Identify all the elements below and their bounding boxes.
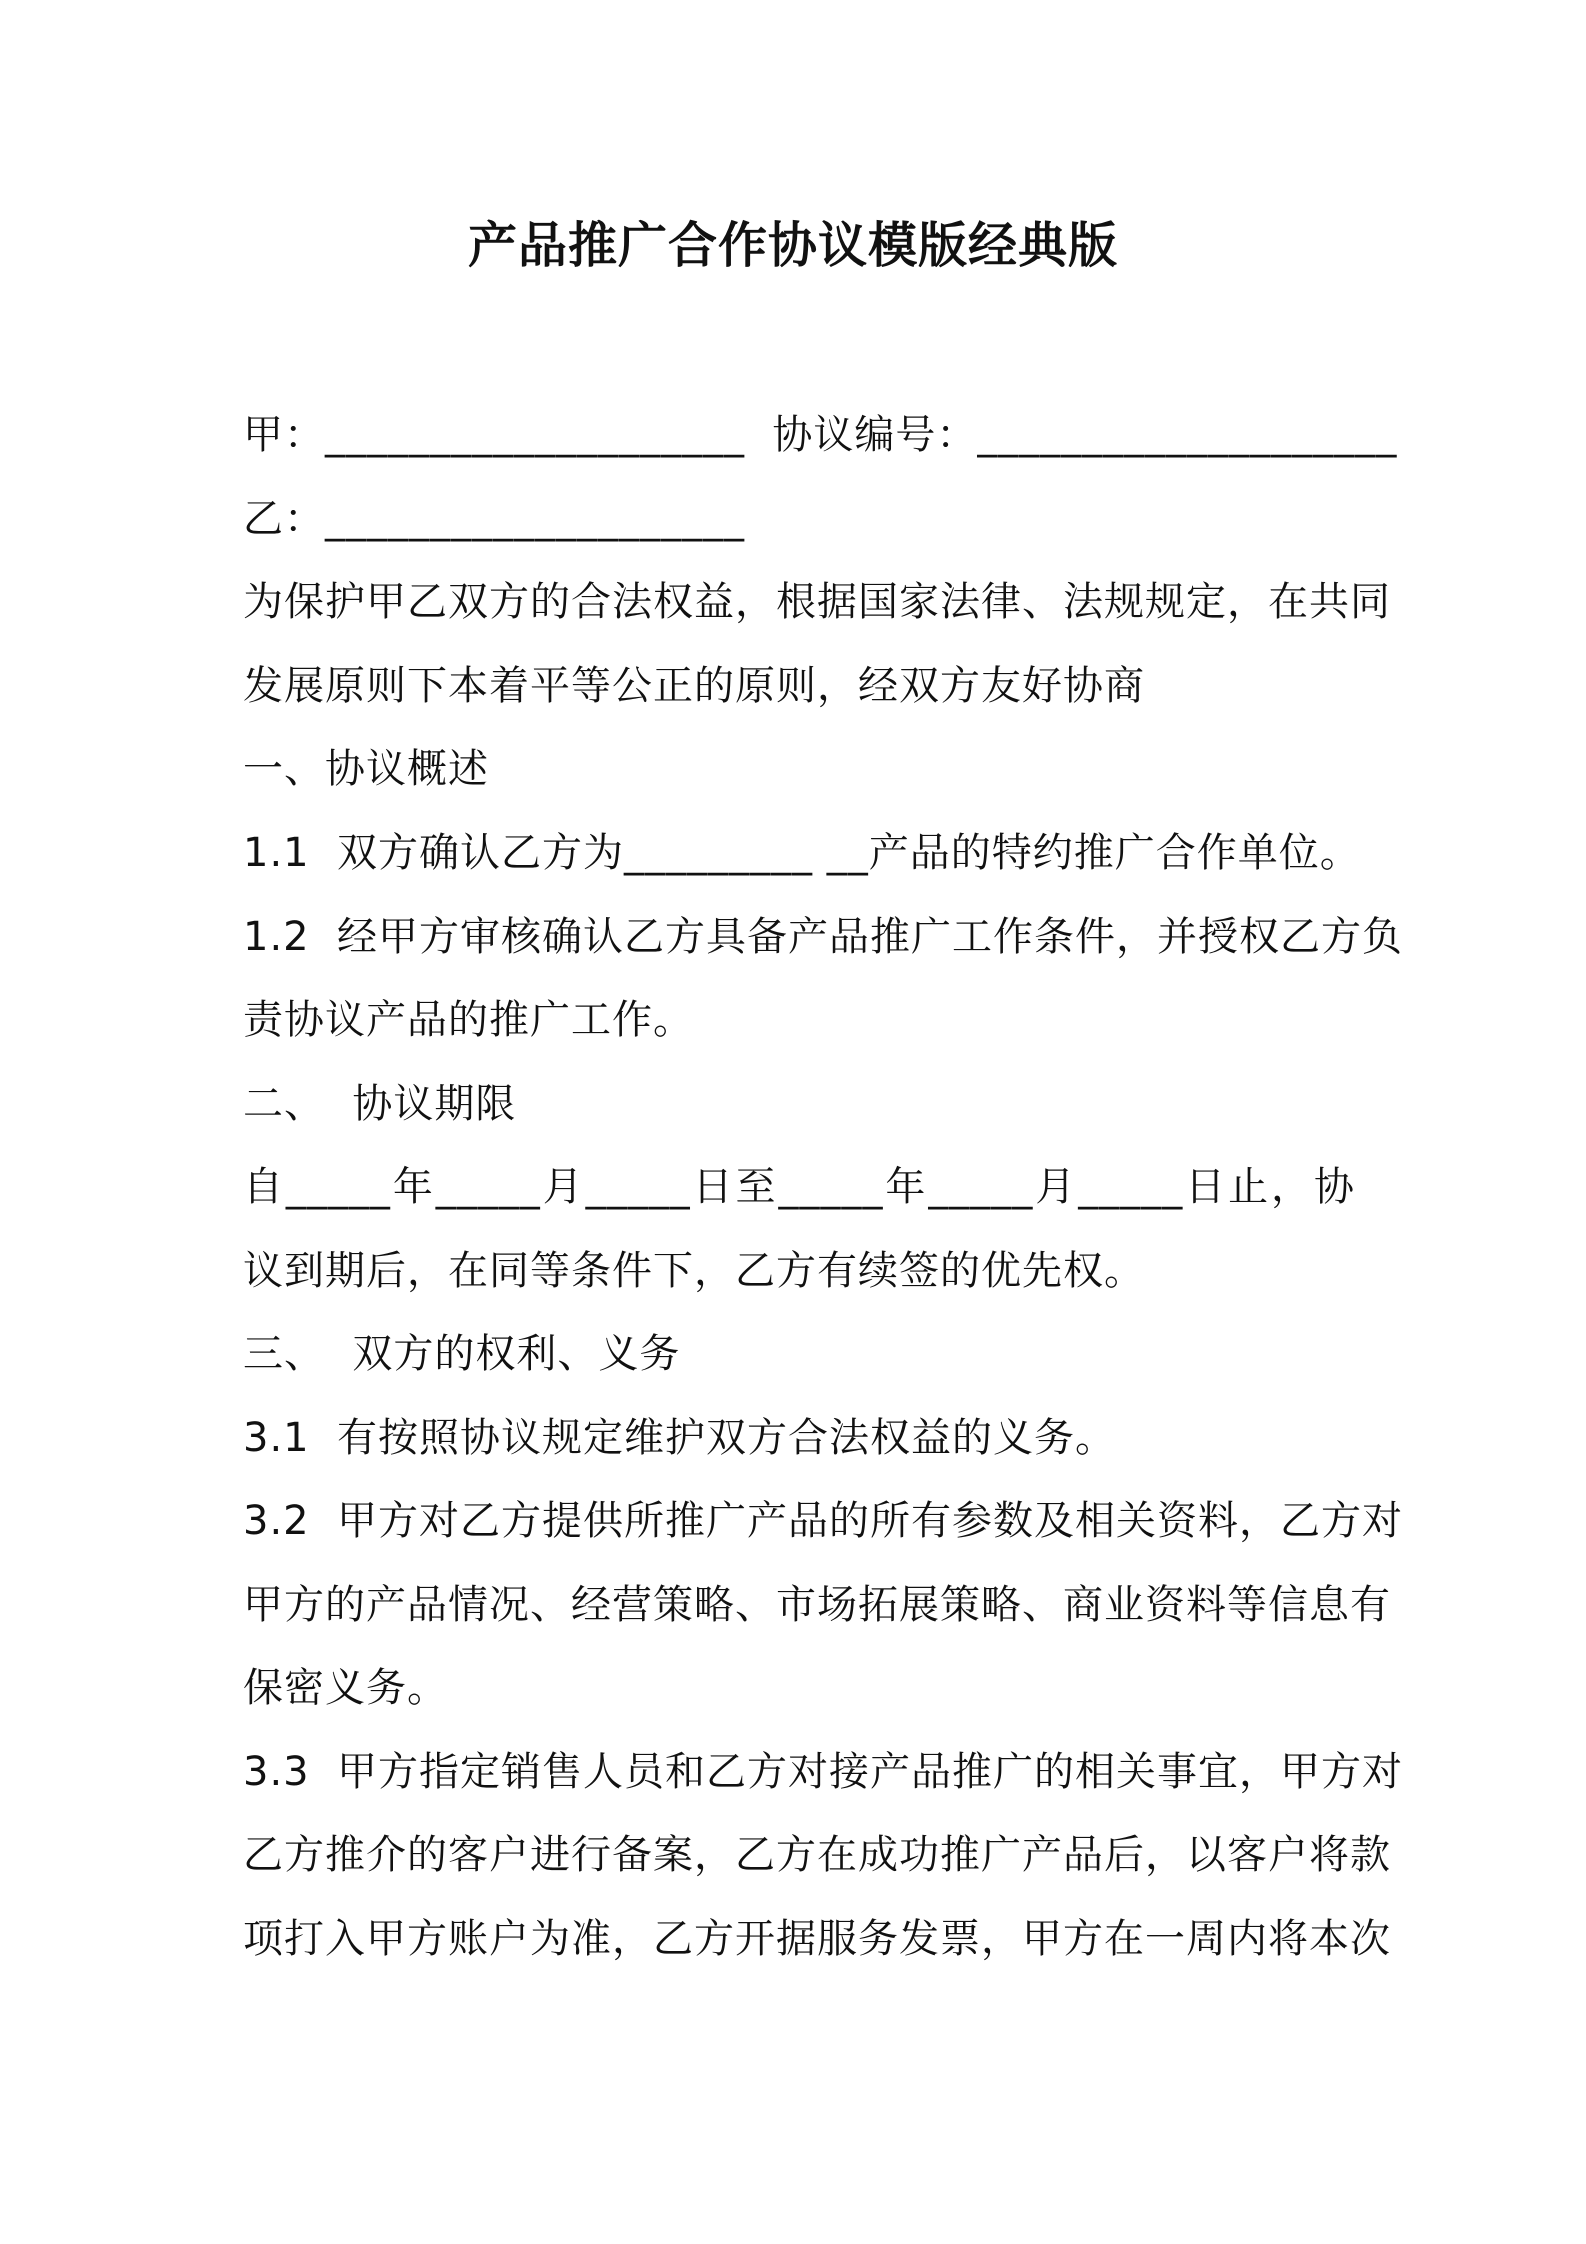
- clause-3-3-line-1: 3.3 甲方指定销售人员和乙方对接产品推广的相关事宜，甲方对: [243, 1749, 1404, 1795]
- party-a-and-agreement-number-line: 甲：____________________ 协议编号：____________________: [243, 412, 1398, 458]
- clause-1-1: 1.1 双方确认乙方为_________ __产品的特约推广合作单位。: [243, 830, 1361, 876]
- term-line-1: 自_____年_____月_____日至_____年_____月_____日止，协: [243, 1164, 1355, 1210]
- clause-3-2-line-1: 3.2 甲方对乙方提供所推广产品的所有参数及相关资料，乙方对: [243, 1498, 1404, 1544]
- clause-3-2-line-3: 保密义务。: [243, 1665, 448, 1711]
- term-line-2: 议到期后，在同等条件下，乙方有续签的优先权。: [243, 1248, 1145, 1294]
- clause-3-3-line-3: 项打入甲方账户为准，乙方开据服务发票，甲方在一周内将本次: [243, 1916, 1391, 1962]
- document-title: 产品推广合作协议模版经典版: [467, 217, 1118, 274]
- clause-1-2-line-2: 责协议产品的推广工作。: [243, 997, 694, 1043]
- section-1-heading: 一、协议概述: [243, 746, 489, 792]
- preamble-line-1: 为保护甲乙双方的合法权益，根据国家法律、法规规定，在共同: [243, 579, 1391, 625]
- clause-3-2-line-2: 甲方的产品情况、经营策略、市场拓展策略、商业资料等信息有: [243, 1582, 1391, 1628]
- clause-3-1: 3.1 有按照协议规定维护双方合法权益的义务。: [243, 1415, 1117, 1461]
- party-b-line: 乙：____________________: [243, 496, 745, 542]
- section-3-heading: 三、 双方的权利、义务: [243, 1331, 681, 1377]
- clause-1-2-line-1: 1.2 经甲方审核确认乙方具备产品推广工作条件，并授权乙方负: [243, 914, 1404, 960]
- clause-3-3-line-2: 乙方推介的客户进行备案，乙方在成功推广产品后，以客户将款: [243, 1832, 1391, 1878]
- preamble-line-2: 发展原则下本着平等公正的原则，经双方友好协商: [243, 663, 1145, 709]
- section-2-heading: 二、 协议期限: [243, 1081, 517, 1127]
